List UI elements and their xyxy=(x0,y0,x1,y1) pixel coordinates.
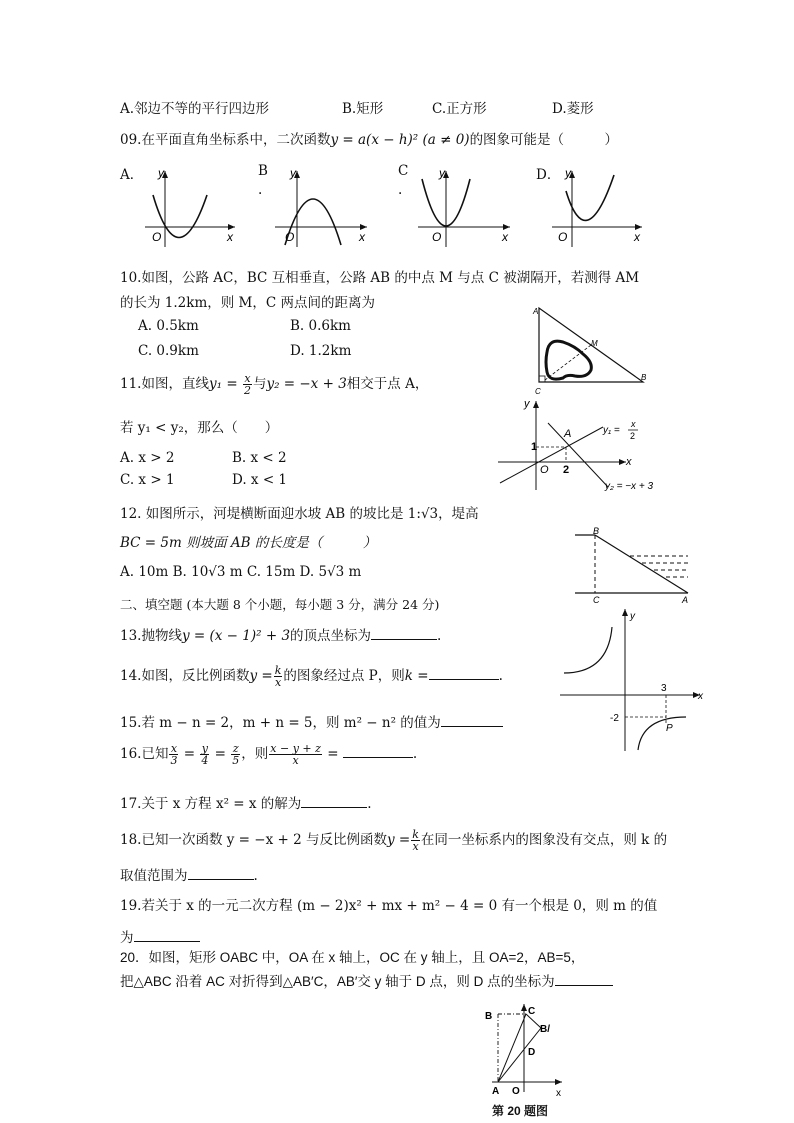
q20-line2-text: 把△ABC 沿着 AC 对折得到△AB′C，AB′交 y 轴于 D 点，则 D 点的坐标为 xyxy=(120,974,555,989)
q15 xyxy=(120,711,503,731)
q9-label-a: A． xyxy=(120,167,144,183)
q20-figure xyxy=(478,1000,578,1100)
q18-line2-text: 取值范围为 xyxy=(120,868,188,884)
q11-fig-y1-den: 2 xyxy=(630,431,636,441)
q20-line1: 20．如图，矩形 OABC 中，OA 在 x 轴上，OC 在 y 轴上，且 OA=2，AB=5， xyxy=(120,950,585,965)
q14-answer-blank[interactable] xyxy=(429,666,499,680)
q11-eq2: y₂ = −x + 3 xyxy=(266,376,347,392)
q11-fig-two: 2 xyxy=(563,464,570,476)
q9b-x: x xyxy=(359,230,365,244)
q16: 16.已知 $\frac{x}{3}$ = $\frac{y}{4}$ = $\frac{z}{5}$ ，则 $\frac{x - y + z}{x}$ = . xyxy=(120,742,418,767)
q16-frac2 xyxy=(200,743,209,766)
q10-line1: 10.如图，公路 AC，BC 互相垂直，公路 AB 的中点 M 与点 C 被湖隔开，若测得 AM xyxy=(120,270,640,286)
q9-graph-b xyxy=(275,165,375,250)
q20-fig-d: D xyxy=(528,1047,536,1058)
q13-formula: y = (x − 1)² + 3 xyxy=(181,628,291,644)
q8-option-b: B.矩形 xyxy=(342,101,384,117)
q10-option-d: D. 1.2km xyxy=(290,343,352,359)
q9b-origin: O xyxy=(285,230,295,244)
q18-answer-blank[interactable] xyxy=(188,866,254,880)
q15-text: 15.若 m − n = 2，m + n = 5，则 m² − n² 的值为 xyxy=(120,715,441,731)
q9-label-c-dot: . xyxy=(398,182,403,198)
q13 xyxy=(120,624,441,644)
q18-suffix: 在同一坐标系内的图象没有交点，则 k 的 xyxy=(420,832,668,848)
q10-fig-m: M xyxy=(591,339,598,348)
q19-line2-text: 为 xyxy=(120,930,134,946)
q11-frac-den: 2 xyxy=(243,384,251,397)
q11-line2: 若 y₁ < y₂，那么（ ） xyxy=(120,420,279,436)
q9-label-b: B xyxy=(258,163,268,179)
q16-f1n: x xyxy=(170,742,178,755)
q9d-x: x xyxy=(634,230,640,244)
q9-label-b-dot: . xyxy=(258,182,263,198)
q9-formula: y = a(x − h)² (a ≠ 0) xyxy=(330,132,470,148)
q17 xyxy=(120,792,372,812)
q16-frac1 xyxy=(169,743,178,766)
q16-answer-blank[interactable] xyxy=(343,744,413,758)
q12-fig-b: B xyxy=(593,526,600,536)
q14-end: . xyxy=(498,668,503,684)
q9-label-c: C xyxy=(398,163,409,179)
q16-f3d: 5 xyxy=(232,754,240,767)
q13-answer-blank[interactable] xyxy=(371,626,437,640)
q10-figure xyxy=(525,300,660,396)
q18-line2 xyxy=(120,864,258,884)
q8-option-d: D.菱形 xyxy=(552,101,594,117)
q10-fig-b: B xyxy=(641,373,647,382)
q13-prefix: 13.抛物线 xyxy=(120,628,182,644)
q20-fig-c: C xyxy=(528,1006,536,1017)
q12-fig-a: A xyxy=(682,595,689,605)
q17-text: 17.关于 x 方程 x² = x 的解为 xyxy=(120,796,302,812)
q10-option-c: C. 0.9km xyxy=(138,343,199,359)
q15-answer-blank[interactable] xyxy=(441,713,503,727)
q9a-y: y xyxy=(158,166,164,180)
q16-frac3 xyxy=(231,743,240,766)
q14-y: y = xyxy=(249,668,273,684)
q9-stem xyxy=(120,128,618,148)
q12-options: A. 10m B. 10√3 m C. 15m D. 5√3 m xyxy=(120,564,362,580)
q16-end: . xyxy=(412,746,418,762)
q9-graph-d xyxy=(552,165,652,250)
q14-figure xyxy=(558,605,708,755)
q9-graph-a xyxy=(145,165,245,250)
q19-line2 xyxy=(120,926,200,946)
q14-k: k = xyxy=(404,668,429,684)
q16-prefix: 16.已知 xyxy=(120,746,169,762)
q11-fig-y1-num: x xyxy=(631,419,636,429)
q12-line1: 12. 如图所示，河堤横断面迎水坡 AB 的坡比是 1:√3，堤高 xyxy=(120,506,479,522)
q18-frac xyxy=(411,829,420,852)
q9-label-d: D． xyxy=(536,167,561,183)
q18-prefix: 18.已知一次函数 y = −x + 2 与反比例函数 xyxy=(120,832,387,848)
q11-frac-num: x xyxy=(244,372,251,385)
q11-option-c: C. x > 1 xyxy=(120,472,175,488)
q9c-y: y xyxy=(439,166,445,180)
q16-frac4 xyxy=(269,743,322,766)
q11-fig-y2-label: y₂ = −x + 3 xyxy=(605,481,654,492)
q14-den: x xyxy=(274,676,282,689)
q14-prefix: 14.如图，反比例函数 xyxy=(120,668,250,684)
q20-fig-o: O xyxy=(512,1086,520,1097)
q16-f2n: y xyxy=(201,742,208,755)
q10-option-a: A. 0.5km xyxy=(138,318,199,334)
q12-line2: BC = 5m 则坡面 AB 的长度是（ ） xyxy=(120,535,377,551)
q11-fig-a: A xyxy=(564,428,572,440)
q18-y: y = xyxy=(386,832,411,848)
q9-suffix: 的图象可能是（ ） xyxy=(469,132,619,148)
q11-fig-one: 1 xyxy=(531,441,538,453)
q13-end: . xyxy=(437,628,442,644)
q16-mid: ，则 xyxy=(241,746,269,762)
q17-answer-blank[interactable] xyxy=(301,794,367,808)
q20-fig-x: x xyxy=(556,1088,561,1099)
q14-fig-neg2: -2 xyxy=(610,713,619,724)
q11-figure xyxy=(498,395,673,495)
q16-f1d: 3 xyxy=(170,754,178,767)
q9-graph-c xyxy=(418,165,518,250)
q9b-y: y xyxy=(290,166,296,180)
q14-fig-three: 3 xyxy=(661,683,667,694)
q11-fig-x: x xyxy=(626,456,632,468)
q14-fig-x: x xyxy=(698,691,703,702)
q20-fig-bp: B/ xyxy=(540,1024,550,1035)
q20-fig-a: A xyxy=(492,1086,500,1097)
q11-option-a: A. x > 2 xyxy=(120,450,175,466)
q11-line1: 11.如图，直线y₁ = $\frac{x}{2}$ 与y₂ = −x + 3相交于点 A， xyxy=(120,372,429,397)
q19-answer-blank[interactable] xyxy=(134,928,200,942)
q20-line2 xyxy=(120,970,613,990)
q10-fig-c: C xyxy=(535,387,541,396)
q18-line1 xyxy=(120,828,667,852)
q9d-y: y xyxy=(565,166,571,180)
q13-suffix: 的顶点坐标为 xyxy=(290,628,372,644)
q20-answer-blank[interactable] xyxy=(555,972,613,986)
q11-prefix: 11.如图，直线 xyxy=(120,376,209,392)
q14 xyxy=(120,664,503,688)
q9d-origin: O xyxy=(558,230,568,244)
q11-fig-y1-label: y₁ = xyxy=(603,425,620,436)
q8-option-c: C.正方形 xyxy=(432,101,487,117)
q20-fig-b: B xyxy=(485,1011,493,1022)
q8-option-a: A.邻边不等的平行四边形 xyxy=(120,101,270,117)
q14-num: k xyxy=(274,664,282,677)
q11-frac xyxy=(243,373,252,396)
q16-f2d: 4 xyxy=(201,754,209,767)
q18-end: . xyxy=(253,868,258,884)
q19-line1: 19.若关于 x 的一元二次方程 (m − 2)x² + mx + m² − 4 = 0 有一个根是 0，则 m 的值 xyxy=(120,898,658,914)
q9a-x: x xyxy=(227,230,233,244)
q10-line2: 的长为 1.2km，则 M，C 两点间的距离为 xyxy=(120,295,375,311)
q16-f4d: x xyxy=(292,754,299,767)
q11-option-d: D. x < 1 xyxy=(232,472,288,488)
q9c-x: x xyxy=(502,230,508,244)
q14-frac xyxy=(274,665,283,688)
q10-fig-a: A xyxy=(533,307,539,316)
q18-den: x xyxy=(412,840,419,853)
q10-option-b: B. 0.6km xyxy=(290,318,351,334)
section2-heading: 二、填空题 (本大题 8 个小题，每小题 3 分，满分 24 分) xyxy=(120,597,440,612)
q11-mid: 与 xyxy=(252,376,267,392)
q14-fig-y: y xyxy=(630,611,635,622)
q18-num: k xyxy=(412,828,419,841)
q12-fig-c: C xyxy=(593,595,600,605)
q16-f4n: x − y + z xyxy=(270,742,321,755)
q11-fig-y: y xyxy=(524,398,530,410)
q9c-origin: O xyxy=(432,230,442,244)
q12-figure xyxy=(570,525,695,607)
q9a-origin: O xyxy=(152,230,162,244)
q11-option-b: B. x < 2 xyxy=(232,450,287,466)
q14-suffix: 的图象经过点 P，则 xyxy=(283,668,405,684)
q11-fig-origin: O xyxy=(540,464,549,476)
q11-suffix: 相交于点 A， xyxy=(346,376,429,392)
q17-end: . xyxy=(367,796,372,812)
q9-prefix: 09.在平面直角坐标系中，二次函数 xyxy=(120,132,331,148)
q16-f3n: z xyxy=(232,742,239,755)
q11-y1: y₁ xyxy=(208,376,223,392)
q14-fig-p: P xyxy=(666,723,673,734)
q20-caption: 第 20 题图 xyxy=(492,1104,549,1118)
